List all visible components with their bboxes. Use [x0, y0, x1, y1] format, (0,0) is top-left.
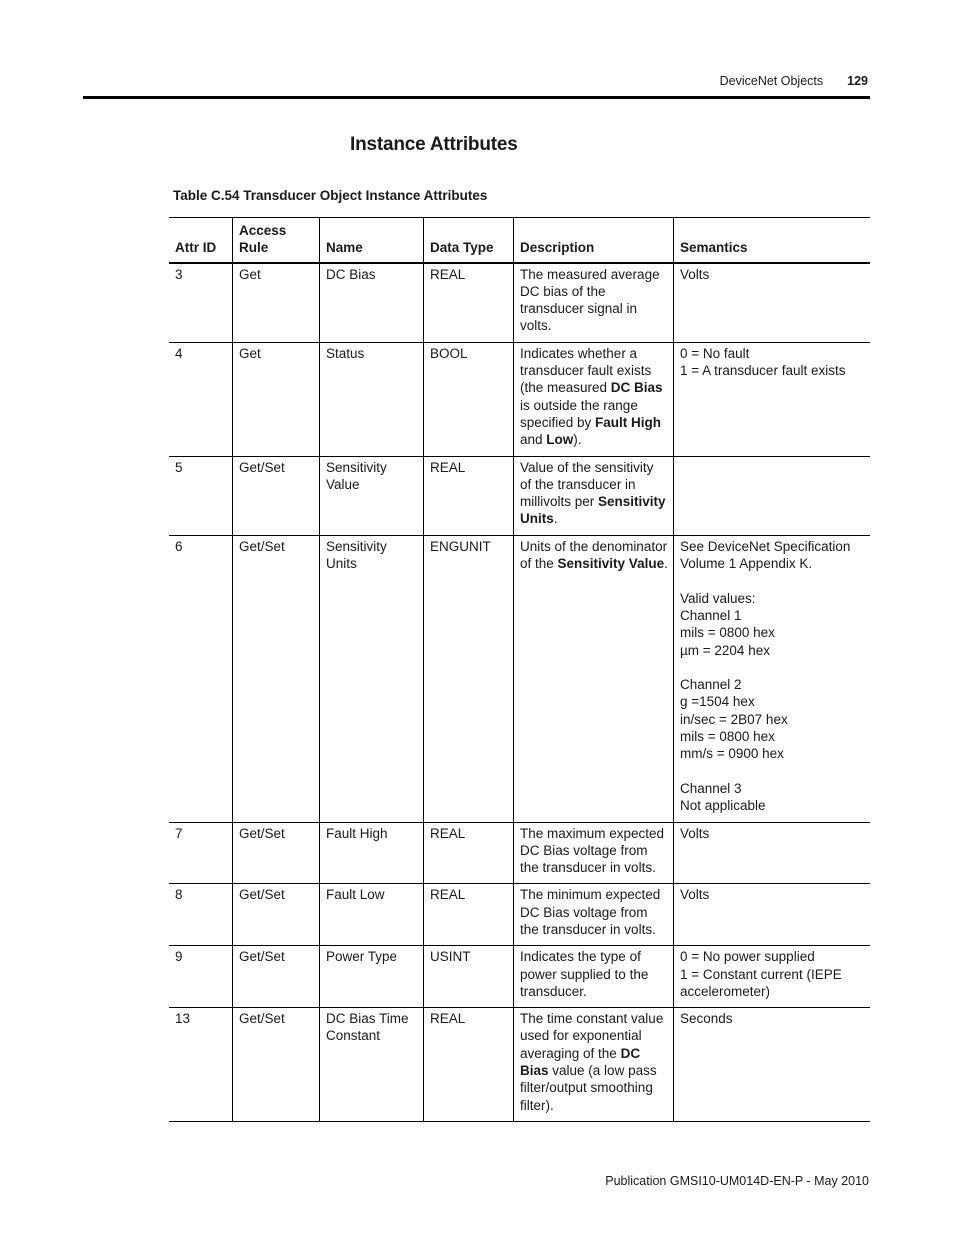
section-title: Instance Attributes — [350, 134, 518, 155]
description-bold-term: Sensitivity Units — [520, 494, 666, 527]
description-bold-term: Sensitivity Value — [557, 556, 665, 572]
description-text: ). — [573, 432, 582, 448]
description-text: Indicates the type of power supplied to the transducer. — [520, 949, 649, 999]
cell-description — [514, 535, 674, 822]
cell-description — [514, 456, 674, 535]
cell-attr-id: 7 — [175, 825, 183, 841]
cell-semantics: Volts — [674, 263, 871, 343]
cell-access-rule: Get — [233, 342, 320, 456]
cell-attr-id: 5 — [175, 459, 183, 475]
table-row — [169, 822, 870, 884]
cell-attr-id: 13 — [175, 1011, 191, 1027]
cell-attr-id: 9 — [175, 949, 183, 965]
cell-semantics: 0 = No power supplied 1 = Constant current (IEPE accelerometer) — [674, 946, 871, 1008]
cell-semantics: 0 = No fault 1 = A transducer fault exists — [674, 342, 871, 456]
column-header-name: Name — [320, 218, 424, 263]
cell-data-type: REAL — [424, 884, 514, 946]
cell-name: DC Bias Time Constant — [320, 1008, 424, 1122]
cell-semantics: See DeviceNet Specification Volume 1 Appendix K. Valid values: Channel 1 mils = 0800 hex µm = 2204 hex Channel 2 g =1504 hex in/sec = 2B07 hex mils = 0800 hex mm/s = 0900 hex Channel 3 Not applicable — [674, 535, 871, 822]
cell-data-type: REAL — [424, 263, 514, 343]
page-number: 129 — [847, 74, 868, 88]
description-text: is outside the range specified by — [520, 397, 638, 430]
cell-access-rule: Get/Set — [233, 1008, 320, 1122]
cell-name: Fault High — [320, 822, 424, 884]
publication-footer: Publication GMSI10-UM014D-EN-P - May 2010 — [605, 1174, 869, 1188]
cell-attr-id: 4 — [175, 345, 183, 361]
cell-description — [514, 884, 674, 946]
cell-description — [514, 263, 674, 343]
cell-access-rule: Get/Set — [233, 822, 320, 884]
cell-semantics — [674, 456, 871, 535]
description-text: The minimum expected DC Bias voltage from the transducer in volts. — [520, 887, 661, 937]
attributes-table — [169, 217, 870, 1122]
header-rule — [83, 96, 870, 99]
description-text: Units of the denominator of the — [520, 538, 668, 572]
cell-name: Sensitivity Value — [320, 456, 424, 535]
cell-attr-id: 8 — [175, 887, 183, 903]
description-text: and — [520, 432, 547, 448]
column-header-data-type: Data Type — [424, 218, 514, 263]
cell-description — [514, 946, 674, 1008]
description-text: value (a low pass filter/output smoothing filter). — [520, 1063, 657, 1113]
description-text: The maximum expected DC Bias voltage from the transducer in volts. — [520, 825, 665, 876]
cell-data-type: ENGUNIT — [424, 535, 514, 822]
column-header-semantics: Semantics — [674, 218, 871, 263]
cell-semantics: Seconds — [674, 1008, 871, 1122]
column-header-description: Description — [514, 218, 674, 263]
cell-name: Fault Low — [320, 884, 424, 946]
table-row — [169, 884, 870, 946]
column-header-attr-id: Attr ID — [175, 240, 217, 256]
table-row — [169, 342, 870, 456]
cell-description — [514, 342, 674, 456]
cell-description — [514, 822, 674, 884]
description-text: Value of the sensitivity of the transducer in millivolts per — [520, 459, 654, 510]
description-text: Indicates whether a transducer fault exists (the measured — [520, 345, 652, 396]
table-row — [169, 456, 870, 535]
description-bold-term: Fault High — [595, 414, 662, 430]
cell-access-rule: Get/Set — [233, 456, 320, 535]
cell-name: Sensitivity Units — [320, 535, 424, 822]
cell-name: DC Bias — [320, 263, 424, 343]
header-section-title: DeviceNet Objects — [719, 74, 824, 88]
cell-semantics: Volts — [674, 884, 871, 946]
description-text: . — [553, 511, 558, 527]
table-row — [169, 263, 870, 343]
table-row — [169, 535, 870, 822]
table-header-row — [169, 218, 870, 263]
cell-semantics: Volts — [674, 822, 871, 884]
description-bold-term: Low — [546, 432, 574, 448]
description-bold-term: DC Bias — [610, 380, 663, 396]
cell-access-rule: Get/Set — [233, 946, 320, 1008]
cell-attr-id: 3 — [175, 266, 183, 282]
cell-name: Status — [320, 342, 424, 456]
cell-data-type: REAL — [424, 1008, 514, 1122]
description-text: The time constant value used for exponential averaging of the — [520, 1011, 664, 1061]
cell-name: Power Type — [320, 946, 424, 1008]
table-row — [169, 946, 870, 1008]
cell-access-rule: Get — [233, 263, 320, 343]
description-text: The measured average DC bias of the transducer signal in volts. — [520, 266, 660, 334]
table-row — [169, 1008, 870, 1122]
description-bold-term: DC Bias — [520, 1045, 641, 1079]
page-header — [720, 74, 868, 88]
cell-attr-id: 6 — [175, 538, 183, 554]
cell-data-type: REAL — [424, 456, 514, 535]
cell-description — [514, 1008, 674, 1122]
column-header-access-rule: Access Rule — [233, 218, 320, 263]
cell-data-type: BOOL — [424, 342, 514, 456]
cell-data-type: REAL — [424, 822, 514, 884]
cell-access-rule: Get/Set — [233, 535, 320, 822]
table-caption: Table C.54 Transducer Object Instance Attributes — [173, 188, 488, 203]
cell-access-rule: Get/Set — [233, 884, 320, 946]
table-body — [169, 263, 870, 1122]
description-text: . — [664, 556, 668, 572]
cell-data-type: USINT — [424, 946, 514, 1008]
